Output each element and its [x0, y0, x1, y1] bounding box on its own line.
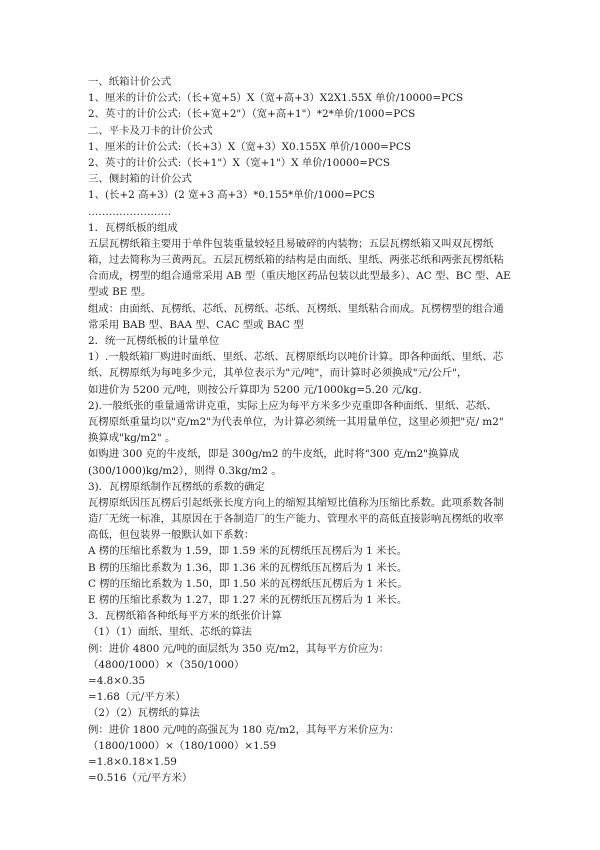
calculation-line: =4.8×0.35	[88, 674, 146, 687]
calculation-line: =1.8×0.18×1.59	[88, 755, 177, 768]
paragraph-line: 瓦楞原纸因压瓦楞后引起纸张长度方向上的缩短其缩短比值称为压缩比系数。此项系数各制	[88, 496, 504, 509]
coefficient-line: A 楞的压缩比系数为 1.59，即 1.59 米的瓦楞纸压瓦楞后为 1 米长。	[88, 545, 408, 558]
formula-line: 1、厘米的计价公式:（长+宽+5）X（宽+高+3）X2X1.55X 单价/10000=PCS	[88, 92, 464, 105]
paragraph-line: 如进价为 5200 元/吨，则按公斤算即为 5200 元/1000kg=5.20 元/kg.	[88, 383, 422, 396]
separator-dots: ……………………	[88, 205, 172, 218]
paragraph-line: 1）.一般纸箱厂购进时面纸、里纸、芯纸、瓦楞原纸均以吨价计算。即各种面纸、里纸、芯	[88, 351, 504, 364]
section-heading: 3)．瓦楞原纸制作瓦楞纸的系数的确定	[88, 480, 265, 493]
paragraph-line: 组成：由面纸、瓦楞纸、芯纸、瓦楞纸、芯纸、瓦楞纸、里纸粘合而成。瓦楞楞型的组合通	[88, 302, 504, 315]
paragraph-line: 五层瓦楞纸箱主要用于单件包装重量较轻且易破碎的内装物；五层瓦楞纸箱又叫双瓦楞纸	[88, 237, 494, 250]
formula-line: 2、英寸的计价公式:（长+宽+2"）（宽+高+1"）*2*单价/1000=PCS	[88, 108, 416, 121]
paragraph-line: 合而成，楞型的组合通常采用 AB 型（重庆地区药品包装以此型最多）、AC 型、BC 型、AE	[88, 270, 511, 283]
section-heading: 3．瓦楞纸箱各种纸每平方米的纸张价计算	[88, 610, 282, 623]
paragraph-line: 高低，但包装界一般默认如下系数：	[88, 529, 255, 542]
paragraph-line: (300/1000)kg/m2），则得 0.3kg/m2 。	[88, 464, 282, 477]
document-body	[88, 74, 528, 786]
example-line: 例：进价 4800 元/吨的面层纸为 350 克/m2，其每平方价应为：	[88, 642, 390, 655]
section-heading: 一、纸箱计价公式	[88, 76, 172, 88]
paragraph-line: 常采用 BAB 型、BAA 型、CAC 型或 BAC 型	[88, 318, 304, 331]
calculation-line: （4800/1000）×（350/1000）	[88, 658, 245, 671]
section-heading: 三、侧封箱的计价公式	[88, 173, 192, 186]
formula-line: 1、厘米的计价公式:（长+3）X（宽+3）X0.155X 单价/1000=PCS	[88, 140, 411, 153]
paragraph-line: 换算成"kg/m2" 。	[88, 432, 176, 445]
paragraph-line: 箱，过去简称为三黄两瓦。五层瓦楞纸箱的结构是由面纸、里纸、两张芯纸和两张瓦楞纸粘	[88, 254, 504, 267]
formula-line: 1、(长+2 高+3）(2 宽+3 高+3）*0.155*单价/1000=PCS	[88, 189, 375, 202]
coefficient-line: C 楞的压缩比系数为 1.50，即 1.50 米的瓦楞纸压瓦楞后为 1 米长。	[88, 577, 408, 590]
coefficient-line: B 楞的压缩比系数为 1.36，即 1.36 米的瓦楞纸压瓦楞后为 1 米长。	[88, 561, 408, 574]
subsection-heading: （1）（1）面纸、里纸、芯纸的算法	[88, 626, 252, 639]
example-line: 例：进价 1800 元/吨的高强瓦为 180 克/m2，其每平方米价应为：	[88, 723, 400, 736]
section-heading: 2．统一瓦楞纸板的计量单位	[88, 335, 220, 347]
calculation-line: （1800/1000）×（180/1000）×1.59	[88, 739, 277, 752]
section-heading: 1．瓦楞纸板的组成	[88, 221, 178, 234]
paragraph-line: 型或 BE 型。	[88, 286, 152, 299]
coefficient-line: E 楞的压缩比系数为 1.27，即 1.27 米的瓦楞纸压瓦楞后为 1 米长。	[88, 594, 408, 606]
paragraph-line: 2).一般纸张的重量通常讲克重，实际上应为每平方米多少克重即各种面纸、里纸、芯纸、	[88, 399, 497, 412]
section-heading: 二、平卡及刀卡的计价公式	[88, 124, 213, 137]
calculation-line: =1.68（元/平方米）	[88, 691, 186, 704]
paragraph-line: 如购进 300 克的牛皮纸，即是 300g/m2 的牛皮纸，此时将"300 克/m2"换算成	[88, 448, 460, 461]
paragraph-line: 纸、瓦楞原纸为每吨多少元，其单位表示为"元/吨"，而计算时必须换成"元/公斤"，	[88, 367, 468, 380]
formula-line: 2、英寸的计价公式:（长+1"）X（宽+1"）X 单价/10000=PCS	[88, 156, 390, 169]
paragraph-line: 瓦楞原纸重量均以"克/m2"为代表单位，为计算必须统一其用量单位，这里必须把"克/ m2"	[88, 415, 504, 428]
subsection-heading: （2）（2）瓦楞纸的算法	[88, 707, 200, 720]
calculation-line: =0.516（元/平方米）	[88, 772, 193, 785]
paragraph-line: 造厂无统一标准，其原因在于各制造厂的生产能力、管理水平的高低直接影响瓦楞纸的收率	[88, 513, 504, 526]
